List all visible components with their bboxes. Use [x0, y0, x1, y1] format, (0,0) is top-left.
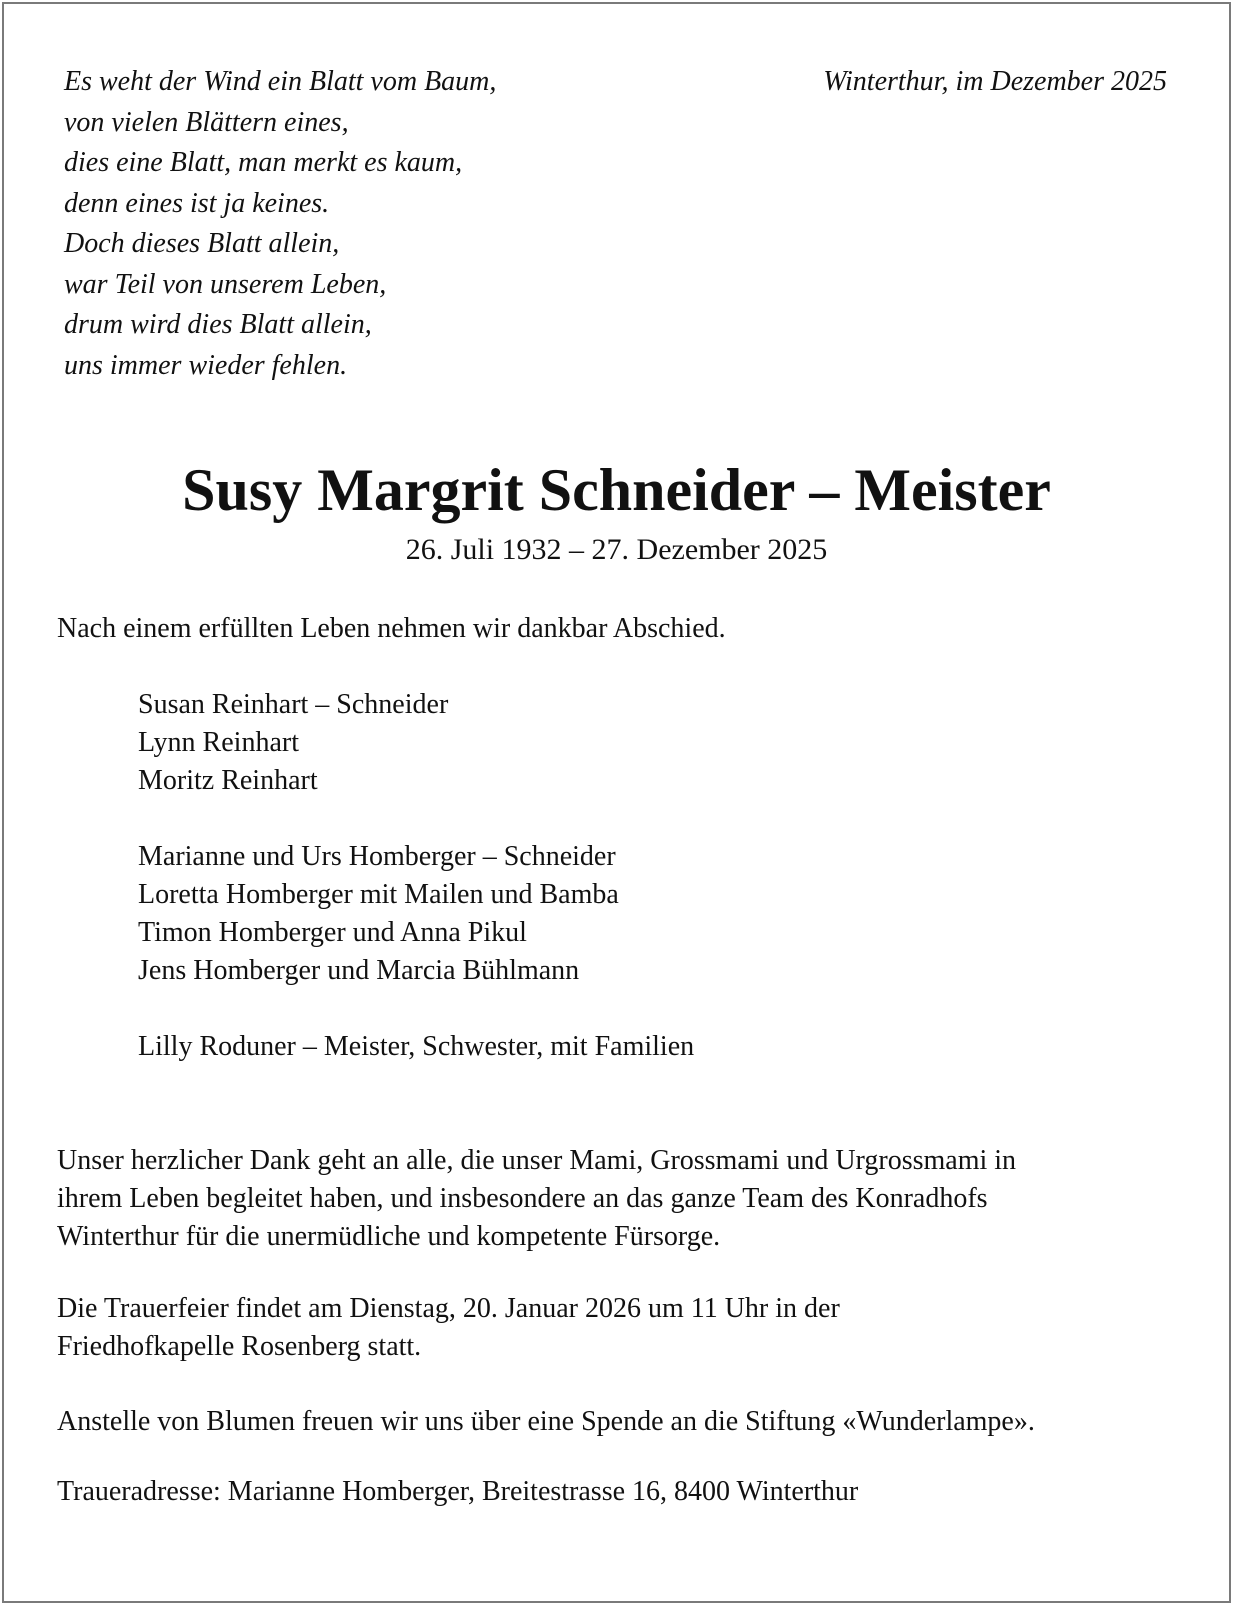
poem-line: von vielen Blättern eines,	[64, 106, 349, 138]
mourners-group-2	[138, 838, 619, 990]
mourner-name: Loretta Homberger mit Mailen und Bamba	[138, 879, 619, 910]
life-dates: 26. Juli 1932 – 27. Dezember 2025	[405, 533, 828, 566]
mourners-group-3	[138, 1028, 694, 1066]
thanks-paragraph	[57, 1142, 1016, 1256]
donation-text: Anstelle von Blumen freuen wir uns über eine Spende an die Stiftung «Wunderlampe».	[57, 1406, 1035, 1437]
mourner-name: Lilly Roduner – Meister, Schwester, mit Familien	[138, 1031, 695, 1062]
mourner-name: Jens Homberger und Marcia Bühlmann	[138, 955, 580, 986]
address-paragraph	[57, 1473, 858, 1511]
donation-paragraph	[57, 1403, 1035, 1441]
mourner-name: Timon Homberger und Anna Pikul	[138, 917, 527, 948]
mourner-name: Marianne und Urs Homberger – Schneider	[138, 841, 616, 872]
ceremony-paragraph	[57, 1290, 840, 1366]
thanks-line: Unser herzlicher Dank geht an alle, die unser Mami, Grossmami und Urgrossmami in	[57, 1145, 1017, 1176]
poem	[64, 62, 496, 386]
poem-line: drum wird dies Blatt allein,	[64, 309, 372, 340]
mourner-name: Moritz Reinhart	[138, 765, 318, 796]
ceremony-line: Die Trauerfeier findet am Dienstag, 20. Januar 2026 um 11 Uhr in der	[57, 1293, 840, 1324]
ceremony-line: Friedhofkapelle Rosenberg statt.	[57, 1331, 422, 1362]
deceased-name: Susy Margrit Schneider – Meister	[182, 457, 1051, 523]
thanks-line: ihrem Leben begleitet haben, und insbesondere an das ganze Team des Konradhofs	[57, 1183, 988, 1214]
poem-line: dies eine Blatt, man merkt es kaum,	[64, 147, 463, 178]
intro-text: Nach einem erfüllten Leben nehmen wir dankbar Abschied.	[57, 613, 726, 644]
poem-line: Doch dieses Blatt allein,	[64, 228, 340, 259]
place-date: Winterthur, im Dezember 2025	[823, 66, 1167, 97]
poem-line: uns immer wieder fehlen.	[64, 349, 348, 381]
poem-line: war Teil von unserem Leben,	[64, 268, 387, 300]
mourners-group-1	[138, 686, 448, 800]
mourner-name: Lynn Reinhart	[138, 727, 299, 758]
address-text: Traueradresse: Marianne Homberger, Breitestrasse 16, 8400 Winterthur	[57, 1476, 859, 1507]
poem-line: denn eines ist ja keines.	[64, 187, 330, 219]
poem-line: Es weht der Wind ein Blatt vom Baum,	[64, 66, 497, 97]
thanks-line: Winterthur für die unermüdliche und kompetente Fürsorge.	[57, 1221, 721, 1252]
mourner-name: Susan Reinhart – Schneider	[138, 689, 449, 720]
